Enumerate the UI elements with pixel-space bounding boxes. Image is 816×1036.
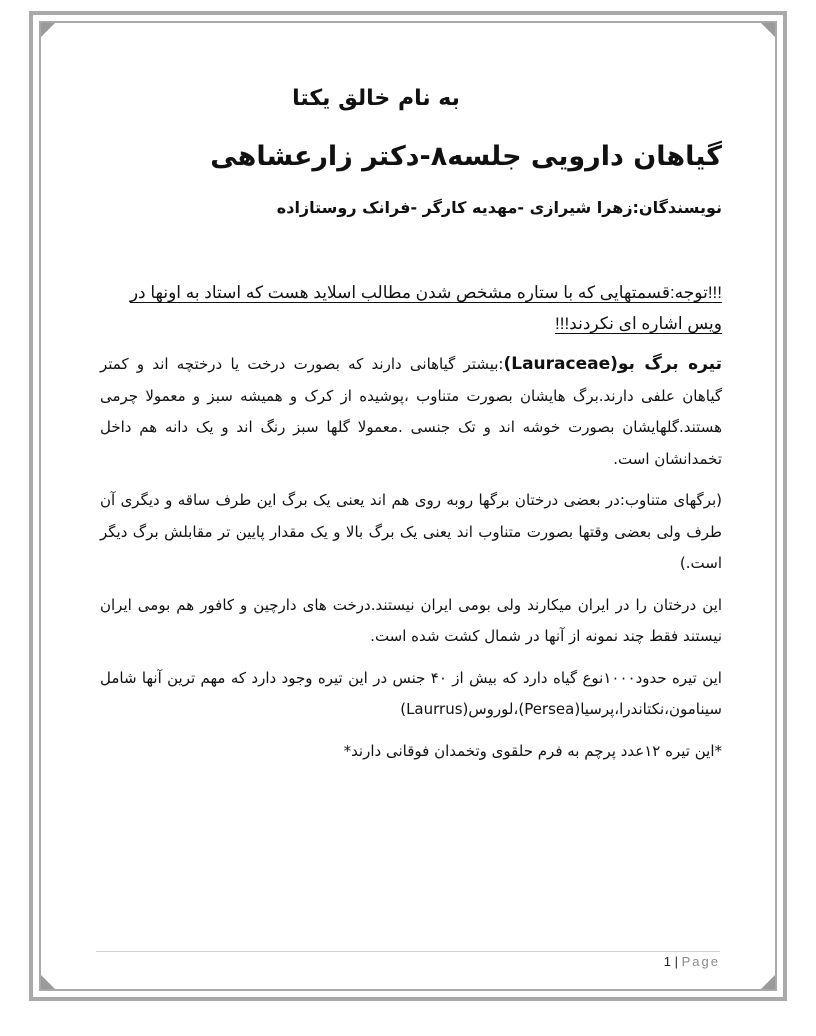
authors-line: نویسندگان:زهرا شیرازی -مهدیه کارگر -فرانک روستازاده xyxy=(276,198,722,217)
family-term: تیره برگ بو(Lauraceae) xyxy=(503,354,722,374)
paragraph-alternate-leaves: (برگهای متناوب:در بعضی درختان برگها روبه روی هم اند یعنی یک برگ این طرف ساقه و دیگری آن طرف ولی بعضی وقتها بصورت متناوب اند یعنی یک برگ بالا و یک مقدار پایین تر مقابلش برگ دیگر است.) xyxy=(100,491,722,572)
footer-divider xyxy=(96,951,720,952)
corner-ornament-top-right xyxy=(761,23,775,37)
paragraph-stamens: *این تیره ۱۲عدد پرچم به فرم حلقوی وتخمدان فوقانی دارند* xyxy=(343,741,722,760)
page-footer xyxy=(600,954,720,969)
blessing-heading: به نام خالق یکتا xyxy=(292,86,460,111)
paragraph-text: :بیشتر گیاهانی دارند که بصورت درخت یا درختچه اند و کمتر گیاهان علفی دارند.برگ هایشان بصورت متناوب ،پوشیده از کرک و همیشه سبز و معمولا چرمی هستند.گلهایشان بصورت خوشه اند و تک جنسی .معمولا گلها سبز رنگ اند و یک دانه هم داخل تخمدانشان است. xyxy=(100,355,722,468)
corner-ornament-bottom-right xyxy=(761,975,775,989)
page-label: Page xyxy=(681,954,720,969)
document-body xyxy=(100,80,722,767)
document-title: گیاهان دارویی جلسه۸-دکتر زارعشاهی xyxy=(210,141,722,172)
paragraph-lauraceae xyxy=(100,349,722,475)
corner-ornament-bottom-left xyxy=(41,975,55,989)
page-number: 1 xyxy=(663,954,671,969)
corner-ornament-top-left xyxy=(41,23,55,37)
footer-separator: | xyxy=(674,954,678,969)
paragraph-native-status: این درختان را در ایران میکارند ولی بومی ایران نیستند.درخت های دارچین و کافور هم بومی ایران نیستند فقط چند نمونه از آنها در شمال کشت شده است. xyxy=(100,595,722,645)
paragraph-genera: این تیره حدود۱۰۰۰نوع گیاه دارد که بیش از ۴۰ جنس در این تیره وجود دارد که مهم ترین آنها شامل سینامون،نکتاندرا،پرسیا(Persea)،لوروس(Laurrus) xyxy=(100,668,722,718)
notice-text: !!!توجه:قسمتهایی که با ستاره مشخص شدن مطالب اسلاید هست که استاد به اونها در ویس اشاره ای نکردند!!! xyxy=(129,283,722,333)
